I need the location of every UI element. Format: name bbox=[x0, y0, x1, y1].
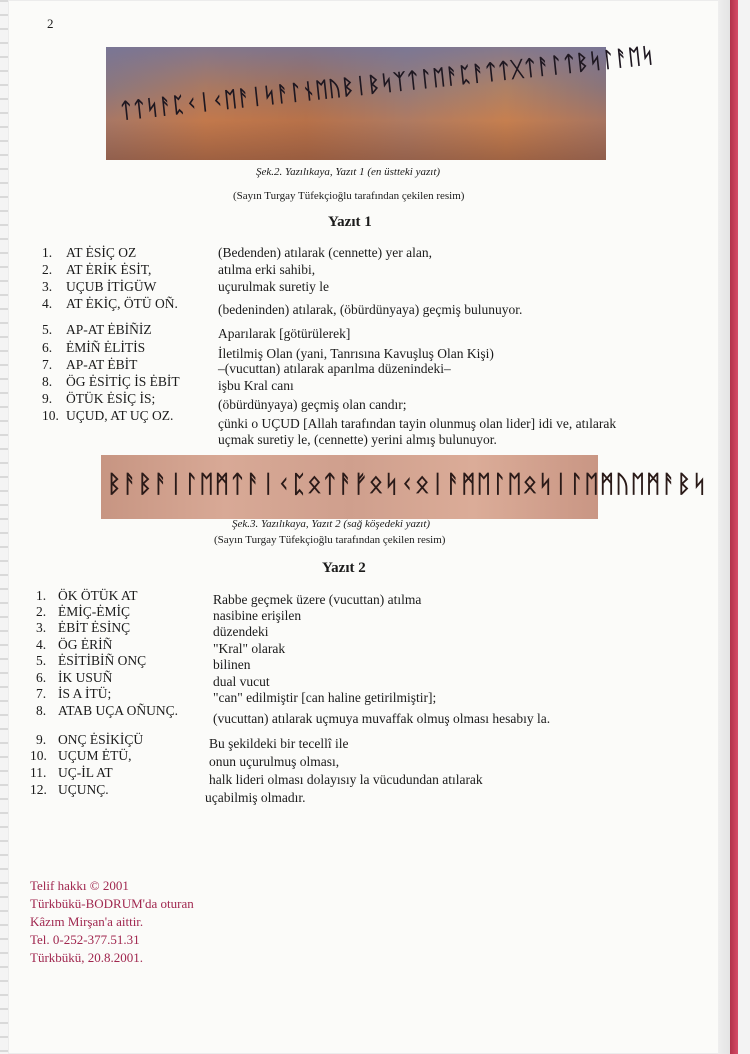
yazit1-translation: Aparılarak [götürülerek] bbox=[218, 326, 351, 341]
yazit2-translation: Rabbe geçmek üzere (vucuttan) atılma bbox=[213, 592, 422, 607]
figure-credit-2: (Sayın Turgay Tüfekçioğlu tarafından çekilen resim) bbox=[214, 534, 446, 546]
yazit2-translation: (vucuttan) atılarak uçmuya muvaffak olmuş olması hesabıy la. bbox=[213, 711, 551, 726]
yazit1-line: 9. ÖTÜK ĖSİÇ İS; bbox=[42, 391, 156, 406]
figure-caption-1: Şek.2. Yazılıkaya, Yazıt 1 (en üstteki yazıt) bbox=[256, 166, 441, 178]
copyright-line: Türkbükü-BODRUM'da oturan bbox=[30, 896, 194, 911]
figure-caption-2: Şek.3. Yazılıkaya, Yazıt 2 (sağ köşedeki yazıt) bbox=[232, 518, 431, 530]
yazit2-line: 5. ĖSİTİBİÑ ONÇ bbox=[36, 653, 147, 668]
yazit2-line: 1. ÖK ÖTÜK AT bbox=[36, 588, 138, 603]
yazit2-translation: onun uçurulmuş olması, bbox=[209, 754, 340, 769]
yazit2-line: 2. ĖMİÇ-ĖMİÇ bbox=[36, 604, 130, 619]
yazit1-translation: çünki o UÇUD [Allah tarafından tayin olunmuş olan lider] idi ve, atılarak bbox=[218, 416, 617, 431]
section-title-yazit-2: Yazıt 2 bbox=[322, 560, 366, 576]
red-cover-edge bbox=[730, 0, 738, 1054]
yazit2-translation: Bu şekildeki bir tecellî ile bbox=[209, 736, 349, 751]
rock-inscription-photo-1 bbox=[106, 42, 656, 160]
yazit1-line: 5. AP-AT ĖBİÑİZ bbox=[42, 322, 152, 337]
yazit1-line: 1. AT ĖSİÇ OZ bbox=[42, 245, 137, 260]
yazit2-line: 11. UÇ-İL AT bbox=[30, 765, 113, 780]
yazit2-line: 8. ATAB UÇA OÑUNÇ. bbox=[36, 703, 179, 718]
yazit2-translation: "can" edilmiştir [can haline getirilmiştir]; bbox=[213, 690, 437, 705]
inscription-text-1: ᛏᛏᛋᚨᛈᚲᛁᚲᛖᚨᛁᛋᚨᛚᚾᛖᚢᛒᛁᛒᛋᛉᛏᛚᛖᚨᛈᚨᛏᛏᚷᛏᚨᛚᛏᛒᛋᛚᚨᛖᛋ bbox=[118, 42, 656, 123]
yazit2-translation: uçabilmiş olmadır. bbox=[205, 790, 306, 805]
yazit2-translation: halk lideri olması dolayısıy la vücudundan atılarak bbox=[209, 772, 483, 787]
margin bbox=[738, 0, 750, 1054]
yazit2-translation: bilinen bbox=[213, 657, 251, 672]
yazit1-line: 7. AP-AT ĖBİT bbox=[42, 357, 138, 372]
rock-inscription-photo-2 bbox=[101, 455, 708, 519]
yazit1-line: 10. UÇUD, AT UÇ OZ. bbox=[42, 408, 174, 423]
yazit1-line: 3. UÇUB İTİGÜW bbox=[42, 279, 157, 294]
section-title-yazit-1: Yazıt 1 bbox=[328, 214, 372, 230]
yazit2-translation: nasibine erişilen bbox=[213, 608, 302, 623]
yazit1-translation-continued: uçmak suretiy le, (cennette) yerini almış bulunuyor. bbox=[218, 432, 497, 447]
yazit2-translation: "Kral" olarak bbox=[213, 641, 286, 656]
yazit1-translation: atılma erki sahibi, bbox=[218, 262, 316, 277]
yazit1-translation: İletilmiş Olan (yani, Tanrısına Kavuşluş Olan Kişi) bbox=[218, 346, 494, 361]
copyright-line: Kâzım Mirşan'a aittir. bbox=[30, 914, 144, 929]
yazit1-translation: –(vucuttan) atılarak aparılma düzenindeki– bbox=[218, 361, 451, 376]
yazit2-line: 10. UÇUM ĖTÜ, bbox=[30, 748, 132, 763]
yazit1-translation: (Bedenden) atılarak (cennette) yer alan, bbox=[218, 245, 433, 260]
yazit2-translation: düzendeki bbox=[213, 624, 269, 639]
yazit2-translation: dual vucut bbox=[213, 674, 270, 689]
yazit2-line: 4. ÖG ĖRİÑ bbox=[36, 637, 113, 652]
yazit1-translation: (bedeninden) atılarak, (öbürdünyaya) geçmiş bulunuyor. bbox=[218, 302, 523, 317]
yazit1-line: 2. AT ĖRİK ĖSİT, bbox=[42, 262, 152, 277]
yazit2-line: 3. ĖBİT ĖSİNÇ bbox=[36, 620, 131, 635]
yazit2-line: 7. İS A İTÜ; bbox=[36, 686, 112, 701]
copyright-phone: Tel. 0-252-377.51.31 bbox=[30, 932, 140, 947]
yazit2-line: 12. UÇUNÇ. bbox=[30, 782, 109, 797]
figure-credit-1: (Sayın Turgay Tüfekçioğlu tarafından çekilen resim) bbox=[233, 190, 465, 202]
page-number: 2 bbox=[47, 16, 54, 31]
inscription-text-2: ᛒᚨᛒᚨᛁᛚᛖᛗᛏᚨᛁᚲᛈᛟᛏᚨᚠᛟᛋᚲᛟᛁᚨᛗᛖᛚᛖᛟᛋᛁᛚᛖᛗᚢᛖᛗᚨᛒᛋ bbox=[107, 470, 708, 498]
yazit2-line: 9. ONÇ ĖSİKİÇÜ bbox=[36, 732, 144, 747]
yazit1-line: 6. ĖMİÑ ĖLİTİS bbox=[42, 340, 146, 355]
copyright-line: Telif hakkı © 2001 bbox=[30, 878, 129, 893]
yazit1-translation: uçurulmak suretiy le bbox=[218, 279, 329, 294]
yazit1-translation: işbu Kral canı bbox=[218, 378, 294, 393]
yazit1-line: 4. AT ĖKİÇ, ÖTÜ OÑ. bbox=[42, 296, 178, 311]
yazit2-line: 6. İK USUÑ bbox=[36, 670, 113, 685]
copyright-date: Türkbükü, 20.8.2001. bbox=[30, 950, 144, 965]
yazit1-translation: (öbürdünyaya) geçmiş olan candır; bbox=[218, 397, 407, 412]
yazit1-line: 8. ÖG ĖSİTİÇ İS ĖBİT bbox=[42, 374, 180, 389]
